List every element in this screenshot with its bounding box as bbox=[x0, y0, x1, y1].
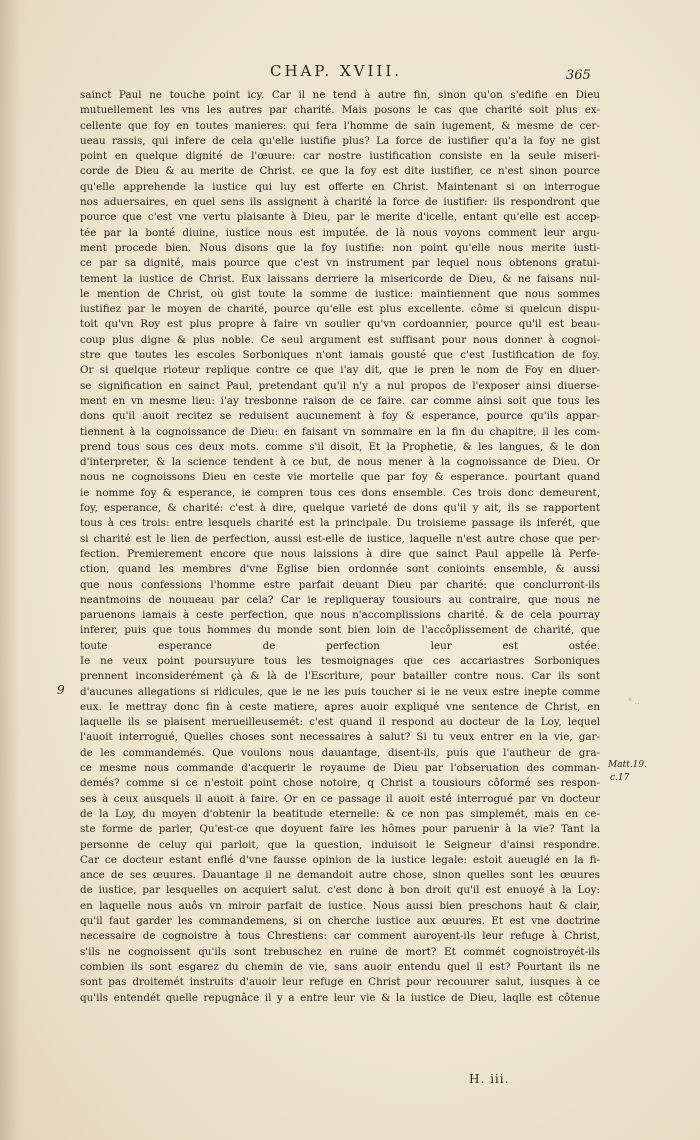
text-line: si charité est le lien de perfection, aussi est-elle de iustice, laquelle n'est autre chose que per- bbox=[80, 532, 600, 545]
text-line: fection. Premierement encore que nous laissions à dire que sainct Paul appelle là Perfe- bbox=[80, 547, 600, 560]
text-line: ce par sa dignité, mais pource que c'est vn instrument par lequel nous obtenons gratui- bbox=[80, 257, 600, 270]
text-line: coup plus digne & plus noble. Ce seul argument est suffisant pour nous donner à cognoi- bbox=[80, 333, 600, 346]
text-line: sont pas droitemét instruits d'auoir leur refuge en Christ pour recouurer salut, iusques à ce bbox=[80, 976, 600, 989]
text-line: prennent inconsiderément çà & là de l'Escriture, pour batailler contre nous. Car ils sont bbox=[80, 670, 600, 683]
text-line: ment procede bien. Nous disons que la foy iustifie: non point qu'elle nous merite iusti- bbox=[80, 241, 600, 254]
text-line: ance de ses œuures. Dauantage il ne demandoit autre chose, sinon quelles sont les œuures bbox=[80, 869, 600, 882]
text-line: mutuellement les vns les autres par charité. Mais posons le cas que charité soit plus ex- bbox=[80, 104, 600, 117]
text-line: cellente que foy en toutes manieres: qui fera l'homme de sain iugement, & mesme de cer- bbox=[80, 119, 600, 132]
text-line: necessaire de cognoistre à tous Chrestiens: car comment auroyent-ils leur refuge à Christ, bbox=[80, 930, 600, 943]
text-line: tiennent à la cognoissance de Dieu: en faisant vn sommaire en la fin du chapitre, il les com- bbox=[80, 425, 600, 438]
text-line: tée par la bonté diuine, iustice nous est imputée. de là nous voyons comment leur argu- bbox=[80, 226, 600, 239]
text-line: se signification en sainct Paul, pretendant qu'il n'y a nul propos de l'exposer ainsi diuerse- bbox=[80, 379, 600, 392]
text-line: laquelle ils se plaisent merueilleusemét: c'est quand il respond au docteur de la Loy, lequel bbox=[80, 716, 600, 729]
text-line: foy, esperance, & charité: c'est à dire, quelque varieté de dons qu'il y ait, ils se rapportent bbox=[80, 502, 600, 515]
text-line: nous ne cognoissons Dieu en ceste vie mortelle que par foy & esperance. pourtant quand bbox=[80, 471, 600, 484]
text-line: personne de celuy qui parloit, que la question, induisoit le Seigneur d'ainsi respondre. bbox=[80, 838, 600, 851]
text-line: pource que c'est vne vertu plaisante à Dieu, par le merite d'icelle, entant qu'elle est accep- bbox=[80, 211, 600, 224]
text-line: sainct Paul ne touche point icy. Car il ne tend à autre fin, sinon qu'on s'edifie en Dieu bbox=[80, 89, 600, 101]
body-text bbox=[80, 88, 600, 1006]
text-line: de iustice, par lesquelles on acquiert salut. c'est donc à bon droit qu'il est enuoyé à la Loy: bbox=[80, 884, 600, 897]
text-line: eux. Ie mettray donc fin à ceste matiere, apres auoir expliqué vne sentence de Christ, en bbox=[80, 700, 600, 713]
text-line: inferer, puis que tous hommes du monde sont bien loin de l'accôplissement de charité, que bbox=[80, 624, 600, 637]
text-line: nos aduersaires, en quel sens ils assignent à charité la force de iustifier: ils respondront que bbox=[80, 196, 600, 209]
text-line: de les commandemés. Que voulons nous dauantage, disent-ils, puis que l'autheur de gra- bbox=[80, 746, 600, 759]
text-line: Car ce docteur estant enflé d'vne fausse opinion de la iustice legale: estoit aueuglé en la fi- bbox=[80, 853, 600, 866]
margin-note-reference: Matt.19. bbox=[608, 760, 647, 770]
text-line: point en quelque dignité de l'œuure: car nostre iustification consiste en la seule miseri- bbox=[80, 150, 600, 163]
margin-note-chapter: c.17 bbox=[610, 773, 630, 783]
text-line: toit qu'vn Roy est plus propre à faire vn soulier qu'vn cordoannier, pource qu'il est beau- bbox=[80, 318, 600, 331]
text-line: combien ils sont esgarez du chemin de vie, sans auoir entendu quel il est? Pourtant ils ne bbox=[80, 960, 600, 973]
text-line: dons qu'il auoit recitez se reduisent aucunement à foy & esperance, pource qu'ils appar- bbox=[80, 410, 600, 423]
text-line: le mention de Christ, où gist toute la somme de iustice: maintiennent que nous sommes bbox=[80, 287, 600, 300]
text-line: Ie ne veux point poursuyure tous les tesmoignages que ces accariastres Sorboniques bbox=[80, 654, 600, 667]
text-line: ueau rassis, qui infere de cela qu'elle iustifie plus? La force de iustifier qu'a la foy ne gist bbox=[80, 134, 600, 147]
binding-gutter bbox=[0, 0, 22, 1140]
text-line: ses à ceux ausquels il auoit à faire. Or en ce passage il auoit esté interrogué par vn docteur bbox=[80, 792, 600, 805]
text-line: que nous confessions l'homme estre parfait deuant Dieu par charité: que conclurront-ils bbox=[80, 578, 600, 591]
text-line: qu'ils entendét quelle repugnâce il y a entre leur vie & la iustice de Dieu, laqlle est côtenue bbox=[80, 991, 600, 1004]
text-line: tement la iustice de Christ. Eux laissans derriere la misericorde de Dieu, & ne faisans nul- bbox=[80, 272, 600, 285]
text-line: de la Loy, du moyen d'obtenir la beatitude eternelle: & ce non pas simplemét, mais en ce- bbox=[80, 807, 600, 820]
text-line: ce mesme nous commande d'acquerir le royaume de Dieu par l'obseruation des comman- bbox=[80, 762, 600, 775]
text-line: paruenons iamais à ceste perfection, que nous n'accomplissions charité. & de cela pourray bbox=[80, 609, 600, 622]
text-line: ment en vn mesme lieu: i'ay tresbonne raison de ce faire. car comme ainsi soit que tous les bbox=[80, 394, 600, 407]
text-line: prend tous sous ces deux mots. comme s'il disoit, Et la Prophetie, & les langues, & le don bbox=[80, 440, 600, 453]
text-line: iustifiez par le moyen de charité, pource qu'elle est plus excellente. côme si quelcun dispu- bbox=[80, 303, 600, 316]
running-head: CHAP. XVIII. bbox=[270, 62, 403, 80]
text-line: demés? comme si ce n'estoit point chose notoire, q Christ a tousiours côformé ses respon- bbox=[80, 777, 600, 790]
text-line: s'ils ne cognoissent qu'ils sont trebuschez en ruine de mort? Et commét cognoistroyét-ils bbox=[80, 945, 600, 958]
text-line: ste forme de parler, Qu'est-ce que doyuent faire les hômes pour paruenir à la vie? Tant la bbox=[80, 823, 600, 836]
text-line: en laquelle nous auôs vn miroir parfait de iustice. Nous aussi bien preschons haut & clair, bbox=[80, 899, 600, 912]
text-line: tous à ces trois: entre lesquels charité est la principale. Du troisieme passage ils inferét, que bbox=[80, 517, 600, 530]
text-line: corde de Dieu & au merite de Christ. ce que la foy est dite iustifier, ce n'est sinon pource bbox=[80, 165, 600, 178]
page-number: 365 bbox=[566, 68, 591, 83]
text-line: d'aucunes allegations si ridicules, que ie ne les puis toucher si ie ne veux estre inepte comme bbox=[80, 685, 600, 698]
paragraph-number: 9 bbox=[57, 683, 65, 697]
faint-margin-mark: * .. bbox=[628, 697, 640, 706]
text-line: Or si quelque rioteur replique contre ce que i'ay dit, que ie pren le nom de Foy en diuer- bbox=[80, 364, 600, 377]
text-line: ie nomme foy & esperance, ie compren tous ces dons ensemble. Ces trois donc demeurent, bbox=[80, 486, 600, 499]
text-line: stre que toutes les escoles Sorboniques n'ont iamais gousté que c'est Iustification de foy. bbox=[80, 349, 600, 362]
text-line: qu'il faut garder les commandemens, si on cherche iustice aux œuures. Et est vne doctrine bbox=[80, 915, 600, 928]
text-line: l'auoit interrogué, Quelles choses sont necessaires à salut? Si tu veux entrer en la vie, gar- bbox=[80, 731, 600, 744]
signature-mark: H. iii. bbox=[469, 1072, 510, 1086]
text-line: toute esperance de perfection leur est ostée. bbox=[80, 639, 600, 652]
text-line: d'interpreter, & la science tendent à ce but, de nous mener à la cognoissance de Dieu. Or bbox=[80, 456, 600, 469]
text-line: ction, quand les membres d'vne Eglise bien ordonnée sont conioints ensemble, & aussi bbox=[80, 563, 600, 576]
text-line: neantmoins de nouueau par cela? Car ie repliqueray tousiours au contraire, que nous ne bbox=[80, 593, 600, 606]
text-line: qu'elle apprehende la iustice qui luy est offerte en Christ. Maintenant si on interrogue bbox=[80, 180, 600, 193]
